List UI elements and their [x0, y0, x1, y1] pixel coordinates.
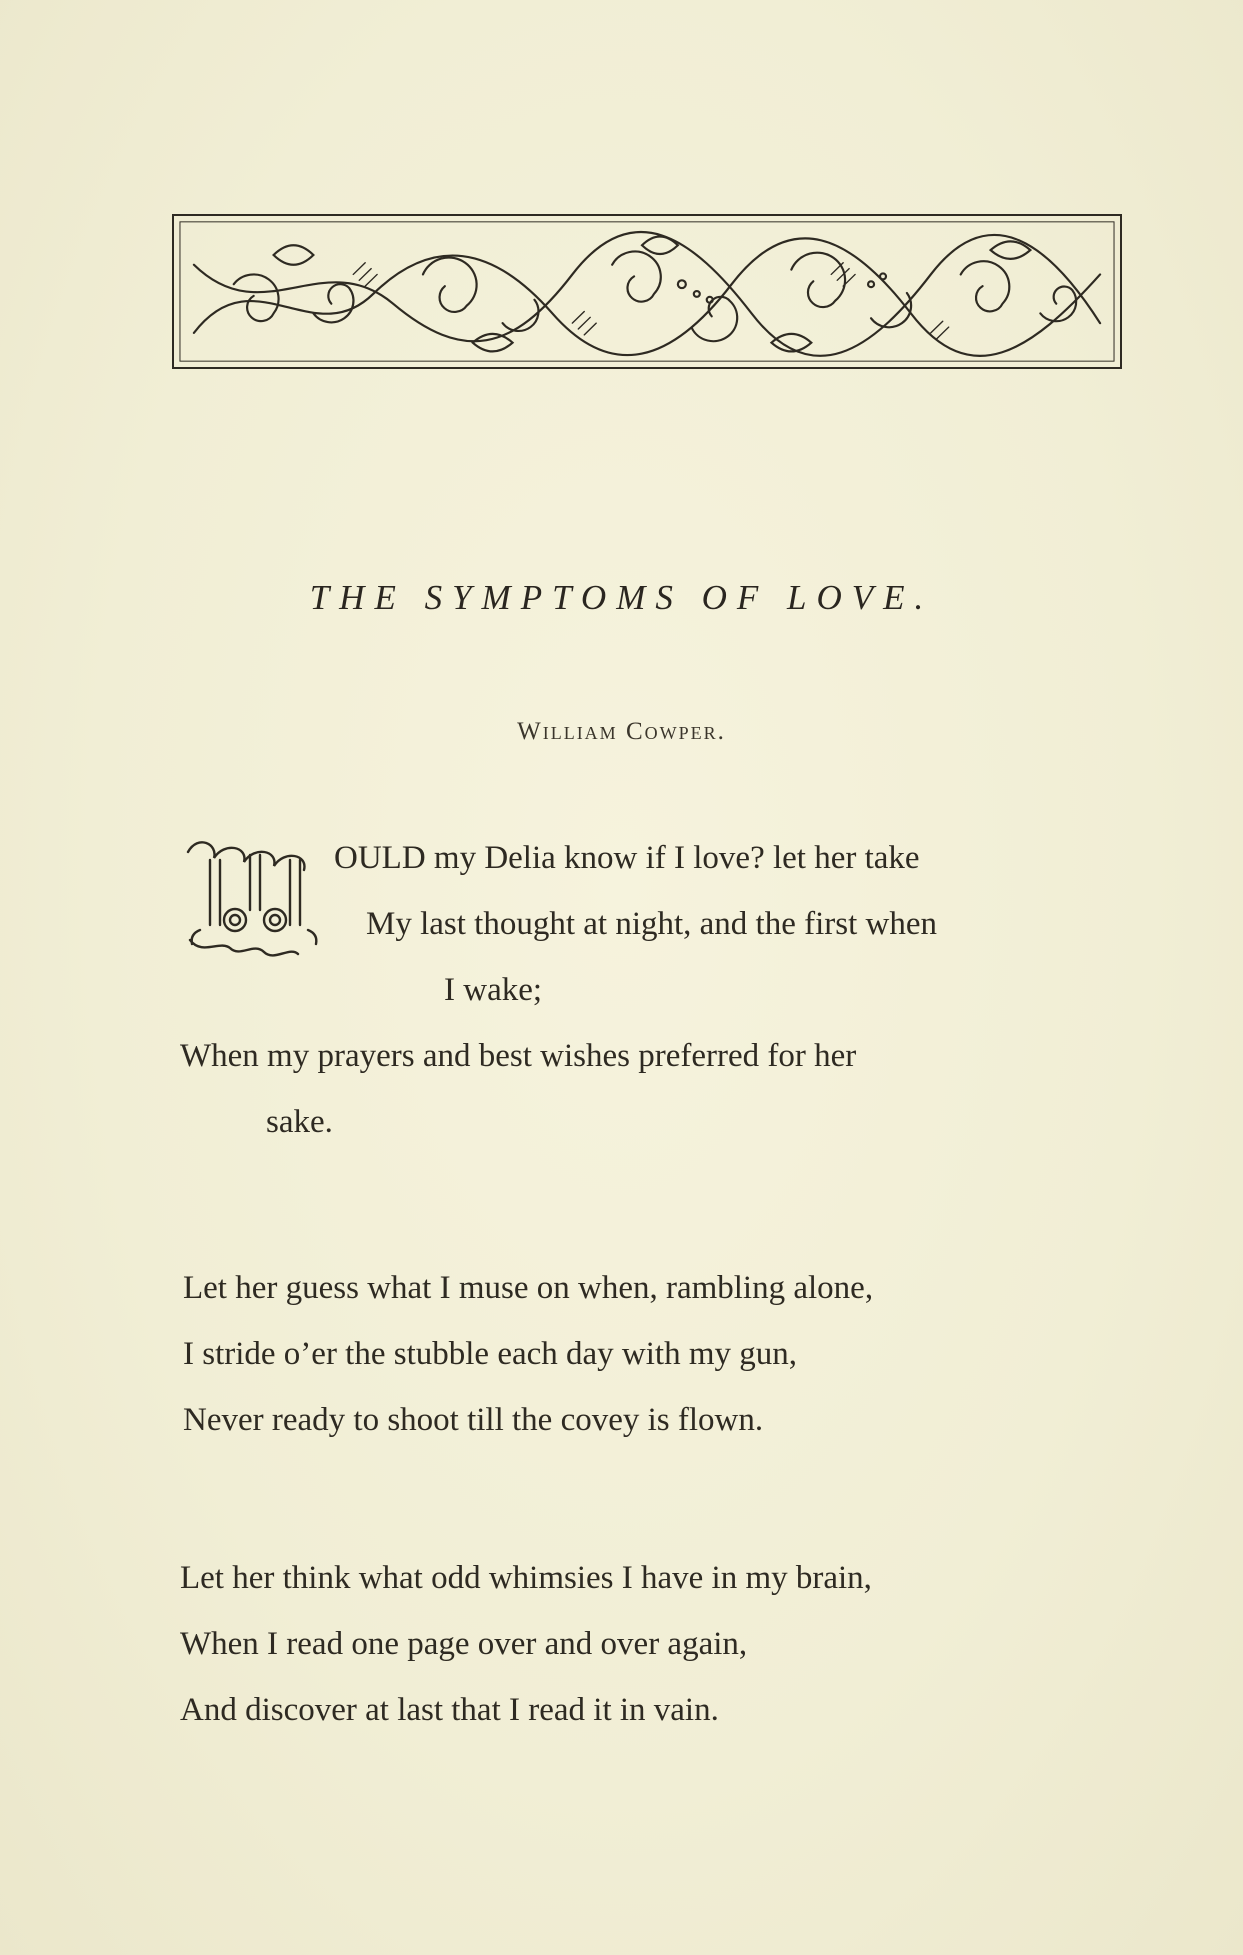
poem-line: sake. [266, 1104, 333, 1140]
poem-title: THE SYMPTOMS OF LOVE. [309, 578, 934, 617]
poem-line: I stride o’er the stubble each day with my gun, [183, 1336, 797, 1372]
poem-line: I wake; [444, 972, 543, 1008]
poem-line: Never ready to shoot till the covey is flown. [183, 1402, 764, 1438]
ornamental-initial-w-icon [180, 830, 330, 960]
poem-line: OULD my Delia know if I love? let her take [334, 840, 920, 876]
poem-line: When I read one page over and over again, [180, 1626, 748, 1662]
poem-line: Let her think what odd whimsies I have in my brain, [180, 1560, 872, 1596]
poem-line: When my prayers and best wishes preferred for her [180, 1038, 857, 1074]
poem-line: And discover at last that I read it in vain. [180, 1692, 719, 1728]
poem-line: Let her guess what I muse on when, rambling alone, [183, 1270, 874, 1306]
floral-headpiece-icon [172, 214, 1122, 369]
poem-author: William Cowper. [517, 718, 726, 745]
poem-line: My last thought at night, and the first when [366, 906, 938, 942]
